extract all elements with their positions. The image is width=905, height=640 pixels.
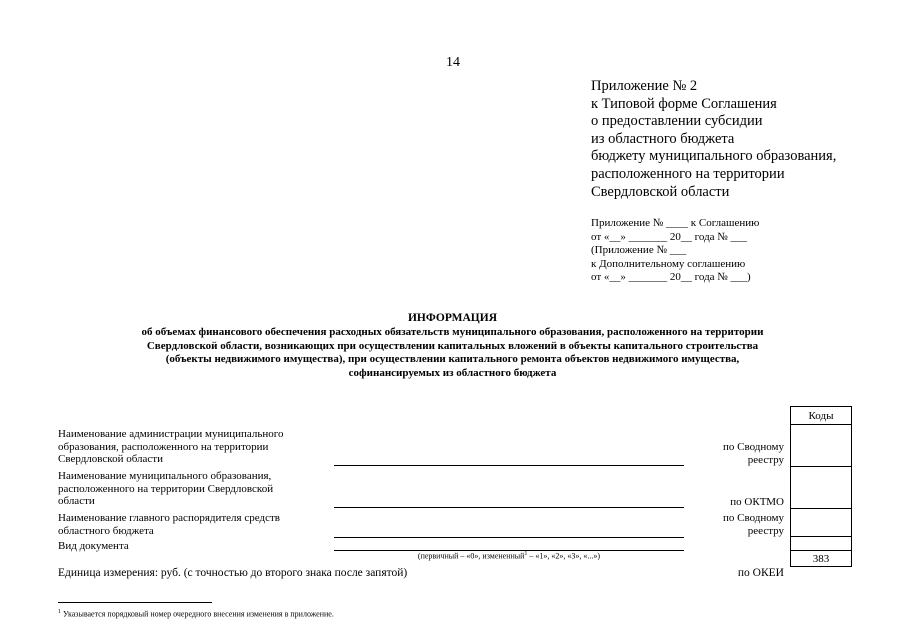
title-heading: ИНФОРМАЦИЯ (407, 312, 497, 324)
appendix-line: расположенного на территории (591, 165, 785, 182)
footnote-reference: 1 (524, 551, 528, 557)
attachment-line: к Дополнительному соглашению (591, 257, 746, 270)
code-cell-registry[interactable] (791, 425, 852, 467)
codes-table (790, 406, 852, 567)
field-chief-administrator-label: Наименование главного распорядителя средств областного бюджета (58, 512, 280, 537)
attachment-line: Приложение № ____ к Соглашению (591, 217, 760, 229)
footnote-text: Указывается порядковый номер очередного внесения изменения в приложение. (61, 609, 334, 619)
attachment-line: от «__» _______ 20__ года № ___ (591, 230, 748, 243)
appendix-line: из областного бюджета (591, 130, 735, 147)
code-cell-okei: 383 (791, 551, 852, 567)
field-municipality-line[interactable] (334, 507, 684, 508)
code-cell-chief-registry[interactable] (791, 509, 852, 537)
code-cell-document-type[interactable] (791, 537, 852, 551)
field-municipality-code-label: по ОКТМО (730, 496, 784, 508)
document-type-hint: (первичный – «0», измененный$^1$ – «1», «2», «3», «...») (417, 551, 601, 561)
field-administration-label: Наименование администрации муниципального образования, расположенного на территории Свердловской области (58, 428, 284, 466)
field-administration-line[interactable] (334, 465, 684, 466)
codes-header: Коды (791, 407, 852, 425)
title-line: софинансируемых из областного бюджета (348, 367, 557, 380)
code-cell-oktmo[interactable] (791, 467, 852, 509)
title-line: Свердловской области, возникающих при осуществлении капитальных вложений в объекты капитального строительства (146, 339, 759, 352)
field-chief-administrator-line[interactable] (334, 537, 684, 538)
document-title (0, 312, 905, 381)
field-municipality-label: Наименование муниципального образования, расположенного на территории Свердловской области (58, 470, 274, 508)
footnote (58, 609, 334, 619)
attachment-line: (Приложение № ___ (591, 244, 687, 257)
appendix-line: Свердловской области (591, 183, 730, 200)
appendix-line: Приложение № 2 (591, 78, 698, 94)
field-administration-code-label: по Сводному реестру (722, 441, 784, 466)
unit-of-measure: Единица измерения: руб. (с точностью до второго знака после запятой) (58, 567, 408, 579)
field-chief-administrator-code-label: по Сводному реестру (722, 512, 784, 537)
appendix-line: к Типовой форме Соглашения (591, 95, 777, 112)
page-number: 14 (446, 55, 460, 70)
appendix-line: бюджету муниципального образования, (591, 148, 837, 165)
title-line: об объемах финансового обеспечения расходных обязательств муниципального образования, расположенного на территории (141, 325, 764, 338)
field-document-type-label: Вид документа (58, 540, 129, 552)
appendix-header (591, 78, 836, 201)
appendix-line: о предоставлении субсидии (591, 113, 763, 130)
attachment-reference (591, 217, 759, 285)
footnote-mark: 1 (58, 609, 61, 615)
title-line: (объекты недвижимого имущества), при осуществлении капитального ремонта объектов недвижимого имущества, (165, 353, 740, 366)
footnote-divider (58, 602, 212, 603)
okei-label: по ОКЕИ (737, 567, 784, 579)
attachment-line: от «__» _______ 20__ года № ___) (591, 271, 751, 284)
